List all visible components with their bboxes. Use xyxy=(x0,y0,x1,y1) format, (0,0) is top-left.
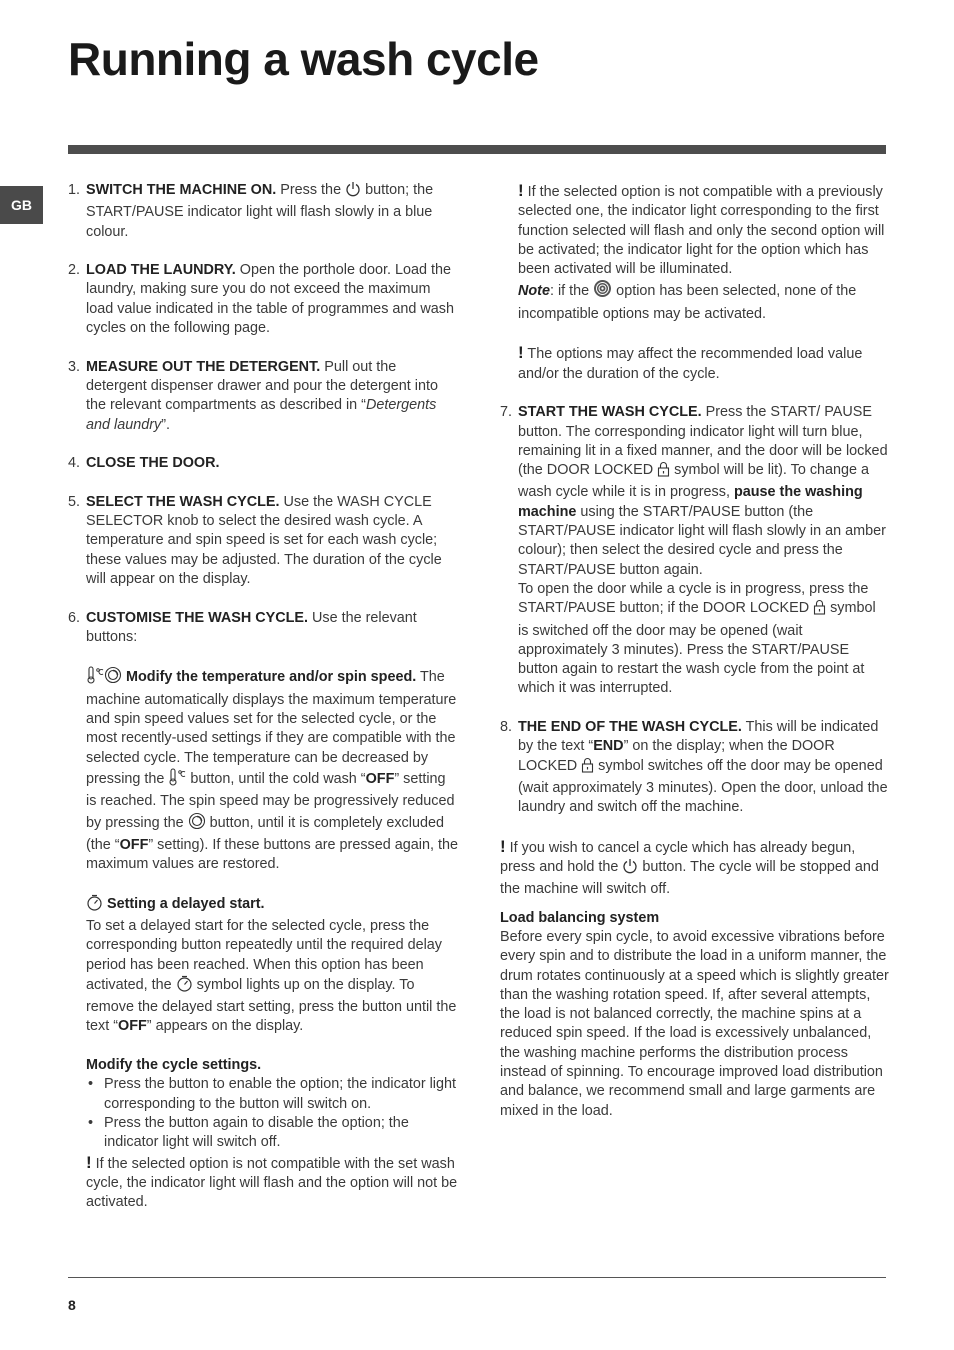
step-heading: SWITCH THE MACHINE ON. xyxy=(86,182,277,198)
step-text: Open the porthole door. Load the laundry, making sure you do not exceed the maximum load value indicated in the table of programmes and wash cycles on the following page. xyxy=(86,262,454,337)
warning-note xyxy=(500,181,890,324)
step-text-bold: pause the washing machine xyxy=(518,484,863,520)
step-heading: SELECT THE WASH CYCLE. xyxy=(86,493,280,510)
step-text: This will be indicated by the text “ xyxy=(518,719,879,755)
step-number: 7. xyxy=(500,404,513,421)
section-heading: Modify the temperature and/or spin speed. xyxy=(122,669,417,686)
footer-rule xyxy=(68,1277,886,1278)
warning-mark: ! xyxy=(518,181,524,200)
section-text: To set a delayed start for the selected cycle, press the corresponding button repeatedly until the required delay period has been reached. When this option has been activated, the xyxy=(86,917,443,993)
section-text: Before every spin cycle, to avoid excessive vibrations before every spin and to distribute the load in a uniform manner, the drum rotates continuously at a speed which is slightly greater than the washing rotation speed. If, after several attempts, the load is not balanced correctly, the machine spins at a reduced spin speed. If the load is excessively unbalanced, the washing machine performs the distribution process instead of spinning. To encourage improved load distribution and balance, we recommend small and large garments are mixed in the load. xyxy=(500,928,889,1119)
section-heading: Setting a delayed start. xyxy=(103,895,265,912)
step-text: button; the START/PAUSE indicator light will flash slowly in a blue colour. xyxy=(86,182,434,240)
warning-note xyxy=(500,343,890,384)
step-heading: LOAD THE LAUNDRY. xyxy=(86,262,236,279)
step-2 xyxy=(68,261,458,338)
section-heading: Modify the cycle settings. xyxy=(86,1057,262,1074)
timer-icon xyxy=(86,894,103,917)
language-tab: GB xyxy=(0,186,43,224)
timer-icon xyxy=(176,975,193,998)
off-label: OFF xyxy=(365,770,395,787)
lock-icon xyxy=(813,599,826,621)
page-title: Running a wash cycle xyxy=(68,33,539,85)
section-text: ” setting is reached. The spin speed may be progressively reduced by pressing the xyxy=(86,770,455,831)
step-text: ” on the display; when the DOOR LOCKED xyxy=(518,738,835,774)
lock-icon xyxy=(581,757,594,779)
step-number: 6. xyxy=(68,609,81,626)
option-icon xyxy=(593,279,612,304)
temperature-icon xyxy=(86,666,104,690)
step-heading: MEASURE OUT THE DETERGENT. xyxy=(86,358,321,375)
lock-icon xyxy=(657,461,670,483)
section-text: button, until the cold wash “ xyxy=(186,770,366,787)
step-heading: START THE WASH CYCLE. xyxy=(518,404,702,421)
step-text: using the START/PAUSE button (the START/PAUSE indicator light will flash slowly in an amber colour); then select the desired cycle and press the START/PAUSE button again. xyxy=(518,503,886,578)
step-text: Use the WASH CYCLE SELECTOR knob to select the desired wash cycle. A temperature and spin speed is set for each wash cycle; these values may be adjusted. The duration of the cycle will appear on the display. xyxy=(86,493,442,587)
step-text: To open the door while a cycle is in progress, press the START/PAUSE button; if the DOOR LOCKED xyxy=(518,580,869,617)
step-8 xyxy=(500,718,890,817)
section-text: ” appears on the display. xyxy=(146,1018,304,1035)
step-text: Pull out the detergent dispenser drawer and pour the detergent into the relevant compartments as described in “ xyxy=(86,358,439,414)
list-item: • Press the button again to disable the option; the indicator light will switch off. xyxy=(88,1114,409,1151)
spin-icon xyxy=(188,812,206,836)
step-text: ”. xyxy=(161,416,171,433)
step-number: 5. xyxy=(68,493,81,510)
end-label: END xyxy=(593,738,624,755)
warning-mark: ! xyxy=(500,836,506,856)
step-number: 2. xyxy=(68,262,81,279)
step-text: Use the relevant buttons: xyxy=(86,609,417,645)
page-number: 8 xyxy=(68,1297,76,1313)
step-heading: THE END OF THE WASH CYCLE. xyxy=(518,719,742,736)
section-text: symbol lights up on the display. To remove the delayed start setting, press the button until the text “ xyxy=(86,976,457,1035)
list-item-text: Press the button again to disable the option; the indicator light will switch off. xyxy=(104,1114,409,1151)
modify-settings-section xyxy=(68,1056,458,1075)
temperature-icon xyxy=(168,768,186,792)
step-1 xyxy=(68,181,458,242)
section-text: ” setting). If these buttons are pressed again, the maximum values are restored. xyxy=(86,836,458,873)
right-column xyxy=(500,181,890,1121)
step-4 xyxy=(68,454,458,473)
list-item: • Press the button to enable the option; the indicator light corresponding to the button will switch on. xyxy=(88,1076,457,1112)
warning-text: button. The cycle will be stopped and the machine will switch off. xyxy=(500,859,879,898)
step-text: Press the xyxy=(276,182,346,198)
warning-note xyxy=(68,1153,458,1213)
step-number: 1. xyxy=(68,182,81,198)
warning-text: If the selected option is not compatible with the set wash cycle, the indicator light will flash and the option will not be activated. xyxy=(86,1155,458,1211)
header-rule xyxy=(68,145,886,154)
step-text: symbol switches off the door may be opened (wait approximately 3 minutes). Open the door, unload the laundry and switch off the machine. xyxy=(518,757,888,816)
step-heading: CUSTOMISE THE WASH CYCLE. xyxy=(86,609,309,626)
cancel-warning xyxy=(500,837,890,900)
power-icon xyxy=(345,181,361,203)
step-text: Press the START/ PAUSE button. The corresponding indicator light will turn blue, remaining lit in a fixed manner, and the door will be locked (the DOOR LOCKED xyxy=(518,404,888,479)
section-heading: Load balancing system xyxy=(500,909,660,926)
step-5 xyxy=(68,493,458,589)
spin-icon xyxy=(104,666,122,690)
note-text: : if the xyxy=(549,283,594,300)
warning-text: If the selected option is not compatible with a previously selected one, the indicator light corresponding to the first function selected will flash and only the second option will be activated; the indicator light for the option which has been activated will be illuminated. xyxy=(518,184,885,278)
step-heading: CLOSE THE DOOR. xyxy=(86,455,220,472)
warning-text: The options may affect the recommended load value and/or the duration of the cycle. xyxy=(518,346,863,382)
power-icon xyxy=(622,858,638,880)
step-6 xyxy=(68,609,458,648)
warning-mark: ! xyxy=(86,1152,92,1172)
step-number: 3. xyxy=(68,358,81,375)
note-label: Note xyxy=(518,283,550,300)
section-text: button, until it is completely excluded (the “ xyxy=(86,814,444,853)
load-balancing-section xyxy=(500,909,890,1121)
warning-text: If you wish to cancel a cycle which has already begun, press and hold the xyxy=(500,839,856,876)
step-number: 4. xyxy=(68,455,81,472)
off-label: OFF xyxy=(119,836,149,853)
step-text-italic: Detergents and laundry xyxy=(86,397,437,433)
warning-mark: ! xyxy=(518,343,524,363)
delayed-start-section xyxy=(68,894,458,1037)
note-text: option has been selected, none of the incompatible options may be activated. xyxy=(518,283,857,322)
off-label: OFF xyxy=(118,1018,147,1035)
step-text: symbol is switched off the door may be opened (wait approximately 3 minutes). Press the START/PAUSE button again to restart the wash cycle from the point at which it was interrupted. xyxy=(518,600,876,697)
step-text: symbol will be lit). To change a wash cycle while it is in progress, xyxy=(518,462,870,501)
step-7 xyxy=(500,403,890,698)
list-item-text: Press the button to enable the option; the indicator light corresponding to the button will switch on. xyxy=(104,1076,457,1112)
step-number: 8. xyxy=(500,719,513,736)
step-3 xyxy=(68,358,458,435)
temperature-spin-section xyxy=(68,666,458,874)
left-column xyxy=(68,181,458,1212)
section-text: The machine automatically displays the maximum temperature and spin speed values set for the selected cycle, or the most recently-used settings if they are compatible with the selected cycle. The temperature can be decreased by pressing the xyxy=(86,669,457,787)
